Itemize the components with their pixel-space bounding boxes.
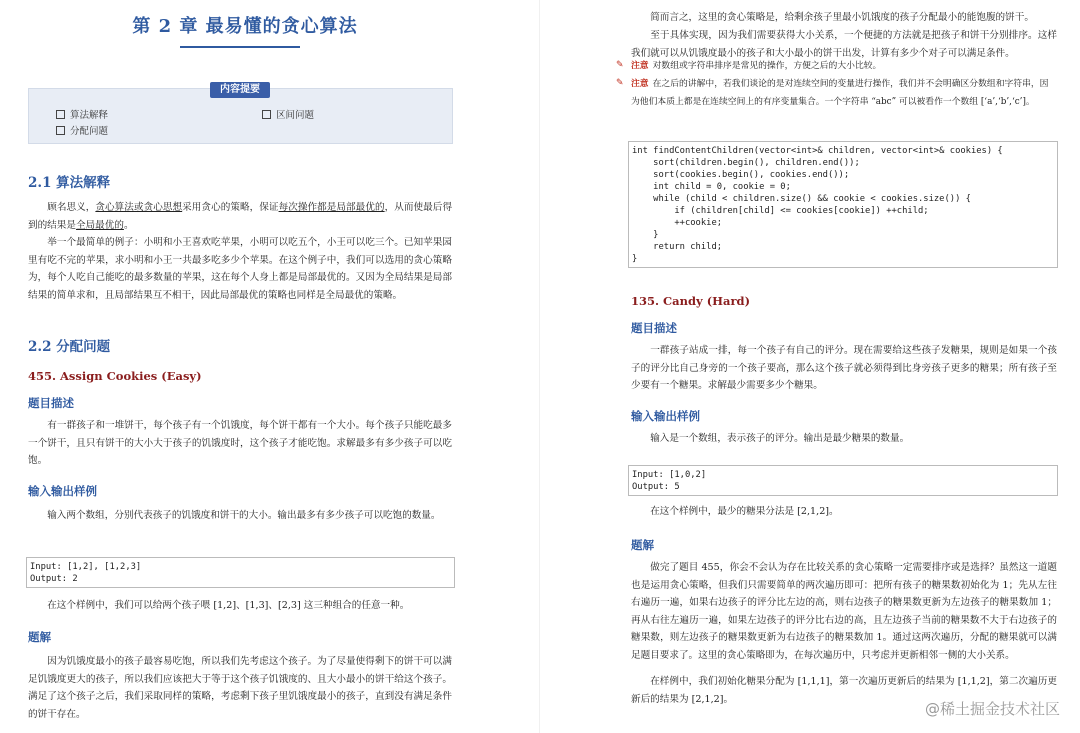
checkbox-icon [56,126,65,135]
paragraph: 输入两个数组，分别代表孩子的饥饿度和饼干的大小。输出最多有多少孩子可以吃饱的数量。 [47,510,441,521]
code-block [628,141,1058,268]
code-line: int findContentChildren(vector<int>& children, vector<int>& cookies) { [632,146,1003,156]
subheading: 题目描述 [631,321,677,335]
code-line: if (children[child] <= cookies[cookie]) ++child; [632,206,929,216]
summary-item[interactable]: 算法解释 [56,107,108,121]
section-heading: 2.2 分配问题 [28,339,111,355]
code-line: int child = 0, cookie = 0; [632,182,791,192]
subheading: 题目描述 [28,396,74,410]
paragraph: 输入是一个数组，表示孩子的评分。输出是最少糖果的数量。 [650,433,910,444]
checkbox-icon [56,110,65,119]
section-heading: 2.1 算法解释 [28,175,111,191]
subheading: 输入输出样例 [631,409,700,423]
chapter-title: 第 2 章 最易懂的贪心算法 [132,16,358,37]
paragraph: 举一个最简单的例子：小明和小王喜欢吃苹果，小明可以吃五个，小王可以吃三个。已知苹果园里有吃不完的苹果，求小明和小王一共最多吃多少个苹果。在这个例子中，我们可以选用的贪心策略为，每个人吃自己能吃的最多数量的苹果，这在每个人身上都是局部最优的。又因为全局结果是局部结果的简单求和，且局部结果互不相干，因此局部最优的策略也同样是全局最优的策略。 [28,237,452,301]
code-line: ++cookie; [632,218,723,228]
problem-title: 455. Assign Cookies (Easy) [28,369,202,383]
code-sample: Input: [1,2], [1,2,3] Output: 2 [26,557,455,588]
paragraph: 有一群孩子和一堆饼干，每个孩子有一个饥饿度，每个饼干都有一个大小。每个孩子只能吃最多一个饼干，且只有饼干的大小大于孩子的饥饿度时，这个孩子才能吃饱。求解最多有多少孩子可以吃饱。 [28,420,452,467]
note-icon: ✎ [616,78,624,88]
code-line: } [632,254,638,264]
code-sample: Input: [1,0,2] Output: 5 [628,465,1058,496]
subheading: 题解 [28,630,51,644]
summary-tab: 内容提要 [210,82,270,98]
paragraph: 在样例中，我们初始化糖果分配为 [1,1,1]，第一次遍历更新后的结果为 [1,1,2]，第二次遍历更新后的结果为 [2,1,2]。 [631,676,1057,705]
paragraph: 简而言之，这里的贪心策略是，给剩余孩子里最小饥饿度的孩子分配最小的能饱腹的饼干。 [650,12,1034,23]
checkbox-icon [262,110,271,119]
subheading: 题解 [631,538,654,552]
subheading: 输入输出样例 [28,484,97,498]
paragraph: 因为饥饿度最小的孩子最容易吃饱，所以我们先考虑这个孩子。为了尽量使得剩下的饼干可以满足饥饿度更大的孩子，所以我们应该把大于等于这个孩子饥饿度的、且大小最小的饼干给这个孩子。满足了这个孩子之后，我们采取同样的策略，考虑剩下孩子里饥饿度最小的孩子，直到没有满足条件的饼干存在。 [28,656,452,720]
paragraph: 顾名思义，贪心算法或贪心思想采用贪心的策略，保证每次操作都是局部最优的，从而使最后得到的结果是全局最优的。 [28,202,453,231]
paragraph: 在这个样例中，最少的糖果分法是 [2,1,2]。 [650,506,839,517]
note: 注意 在之后的讲解中，若我们谈论的是对连续空间的变量进行操作，我们并不会明确区分数组和字符串，因为他们本质上都是在连续空间上的有序变量集合。一个字符串 “abc” 可以被看作一个数组 [‘a’,‘b’,‘c’]。 [631,79,1049,107]
note-icon: ✎ [616,60,624,70]
summary-item[interactable]: 区间问题 [262,107,314,121]
paragraph: 至于具体实现，因为我们需要获得大小关系，一个便捷的方法就是把孩子和饼干分别排序。这样我们就可以从饥饿度最小的孩子和大小最小的饼干出发，计算有多少个对子可以满足条件。 [631,30,1057,59]
code-line: while (child < children.size() && cookie < cookies.size()) { [632,194,971,204]
paragraph: 在这个样例中，我们可以给两个孩子喂 [1,2]、[1,3]、[2,3] 这三种组合的任意一种。 [47,600,410,611]
code-line: sort(children.begin(), children.end()); [632,158,860,168]
summary-item[interactable]: 分配问题 [56,123,108,137]
right-page [540,0,1080,733]
code-line: } [632,230,659,240]
watermark: @稀土掘金技术社区 [924,700,1060,718]
note: 注意 对数组或字符串排序是常见的操作，方便之后的大小比较。 [631,61,882,71]
paragraph: 一群孩子站成一排，每一个孩子有自己的评分。现在需要给这些孩子发糖果，规则是如果一个孩子的评分比自己身旁的一个孩子要高，那么这个孩子就必须得到比身旁孩子更多的糖果；所有孩子至少要有一个糖果。求解最少需要多少个糖果。 [631,345,1057,392]
paragraph: 做完了题目 455，你会不会认为存在比较关系的贪心策略一定需要排序或是选择？虽然这一道题也是运用贪心策略，但我们只需要简单的两次遍历即可：把所有孩子的糖果数初始化为 1；先从左往右遍历一遍，如果右边孩子的评分比左边的高，则右边孩子的糖果数更新为左边孩子的糖果数加 1；再从右往左遍历一遍，如果左边孩子的评分比右边的高，且左边孩子当前的糖果数不大于右边孩子的糖果数，则左边孩子的糖果数更新为右边孩子的糖果数加 1。通过这两次遍历，分配的糖果就可以满足题目要求了。这里的贪心策略即为，在每次遍历中，只考虑并更新相邻一侧的大小关系。 [631,562,1057,661]
code-line: sort(cookies.begin(), cookies.end()); [632,170,850,180]
code-line: return child; [632,242,723,252]
problem-title: 135. Candy (Hard) [631,294,751,308]
chapter-title-rule [180,46,300,48]
